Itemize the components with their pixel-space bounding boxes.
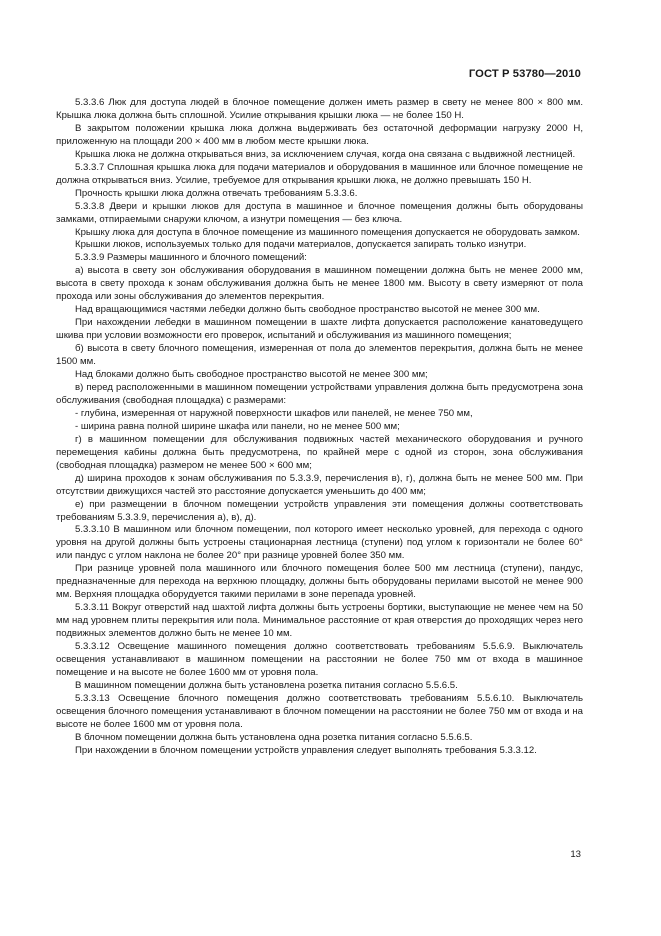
document-body [56, 97, 583, 758]
paragraph: 5.3.3.8 Двери и крышки люков для доступа в машинное и блочное помещения должны быть оборудованы замками, отпираемыми снаружи ключом, а изнутри помещения — без ключа. [56, 200, 583, 225]
paragraph: б) высота в свету блочного помещения, измеренная от пола до элементов перекрытия, должна быть не менее 1500 мм. [56, 343, 583, 368]
paragraph: Прочность крышки люка должна отвечать требованиям 5.3.3.6. [75, 187, 358, 199]
paragraph: а) высота в свету зон обслуживания оборудования в машинном помещении должна быть не менее 2000 мм, высота в свету прохода к зонам обслуживания должна быть не менее 1800 мм. Высоту в свету измеряют от пола прохода или зоны обслуживания до элементов перекрытия. [56, 265, 583, 303]
paragraph: 5.3.3.9 Размеры машинного и блочного помещений: [75, 252, 307, 264]
paragraph: При нахождении лебедки в машинном помещении в шахте лифта допускается расположение канатоведущего шкива при условии возможности его проверок, испытаний и обслуживания из машинного помещения; [56, 317, 583, 342]
paragraph: Крышку люка для доступа в блочное помещение из машинного помещения допускается не оборудовать замком. [75, 226, 580, 238]
paragraph: 5.3.3.10 В машинном или блочном помещении, пол которого имеет несколько уровней, для перехода с одного уровня на другой должны быть устроены стационарная лестница (ступени) под углом к горизонтали не более 60° или пандус с углом наклона не более 20° при разнице уровней более 350 мм. [56, 524, 583, 562]
paragraph: В блочном помещении должна быть установлена одна розетка питания согласно 5.5.6.5. [75, 731, 473, 743]
paragraph: 5.3.3.13 Освещение блочного помещения должно соответствовать требованиям 5.5.6.10. Выключатель освещения блочного помещения устанавливают в блочном помещении на расстоянии не более 750 мм от входа и на высоте не более 1600 мм от уровня пола. [56, 692, 583, 730]
paragraph: 5.3.3.11 Вокруг отверстий над шахтой лифта должны быть устроены бортики, выступающие не менее чем на 50 мм над уровнем плиты перекрытия или пола. Минимальное расстояние от края отверстия до проходящих через него подвижных элементов должно быть не менее 10 мм. [56, 602, 583, 640]
paragraph: Крышки люков, используемых только для подачи материалов, допускается запирать только изнутри. [75, 239, 527, 251]
paragraph: При нахождении в блочном помещении устройств управления следует выполнять требования 5.3.3.12. [75, 744, 537, 756]
paragraph: Крышка люка не должна открываться вниз, за исключением случая, когда она связана с выдвижной лестницей. [75, 148, 576, 160]
paragraph: Над вращающимися частями лебедки должно быть свободное пространство высотой не менее 300 мм. [75, 304, 540, 316]
paragraph: е) при размещении в блочном помещении устройств управления эти помещения должны соответствовать требованиям 5.3.3.9, перечисления а), в), д). [56, 498, 583, 523]
paragraph: 5.3.3.7 Сплошная крышка люка для подачи материалов и оборудования в машинное или блочное помещение не должна открываться вниз. Усилие, требуемое для открывания крышки люка, не должно превышать 150 Н. [56, 161, 583, 186]
paragraph: 5.3.3.6 Люк для доступа людей в блочное помещение должен иметь размер в свету не менее 800 × 800 мм. Крышка люка должна быть сплошной. Усилие открывания крышки люка — не более 150 Н. [56, 97, 583, 121]
paragraph: - ширина равна полной ширине шкафа или панели, но не менее 500 мм; [75, 420, 400, 432]
paragraph: в) перед расположенными в машинном помещении устройствами управления должна быть предусмотрена зона обслуживания (свободная площадка) с размерами: [56, 381, 583, 406]
page-number: 13 [570, 849, 581, 860]
paragraph: д) ширина проходов к зонам обслуживания по 5.3.3.9, перечисления в), г), должна быть не менее 500 мм. При отсутствии движущихся частей это расстояние допускается уменьшить до 400 мм; [56, 472, 583, 497]
paragraph: - глубина, измеренная от наружной поверхности шкафов или панелей, не менее 750 мм, [75, 407, 473, 419]
paragraph: г) в машинном помещении для обслуживания подвижных частей механического оборудования и ручного перемещения кабины должна быть предусмотрена, по крайней мере с одной из сторон, зона обслуживания (свободная площадка) размером не менее 500 × 600 мм; [56, 433, 583, 471]
paragraph: Над блоками должно быть свободное пространство высотой не менее 300 мм; [75, 369, 428, 381]
paragraph: 5.3.3.12 Освещение машинного помещения должно соответствовать требованиям 5.5.6.9. Выключатель освещения устанавливают в машинном помещении на расстоянии не более 750 мм от входа в машинное помещение и на высоте не более 1600 мм от уровня пола. [56, 641, 583, 678]
paragraph: При разнице уровней пола машинного или блочного помещения более 500 мм лестница (ступени), пандус, предназначенные для перехода на верхнюю площадку, должны быть оборудованы перилами высотой не менее 900 мм. Верхняя площадка оборудуется такими перилами в зоне перепада уровней. [56, 563, 583, 601]
paragraph: В машинном помещении должна быть установлена розетка питания согласно 5.5.6.5. [75, 679, 458, 691]
document-header: ГОСТ Р 53780—2010 [468, 68, 581, 80]
paragraph: В закрытом положении крышка люка должна выдерживать без остаточной деформации нагрузку 2000 Н, приложенную на площади 200 × 400 мм в любом месте крышки люка. [56, 122, 583, 147]
